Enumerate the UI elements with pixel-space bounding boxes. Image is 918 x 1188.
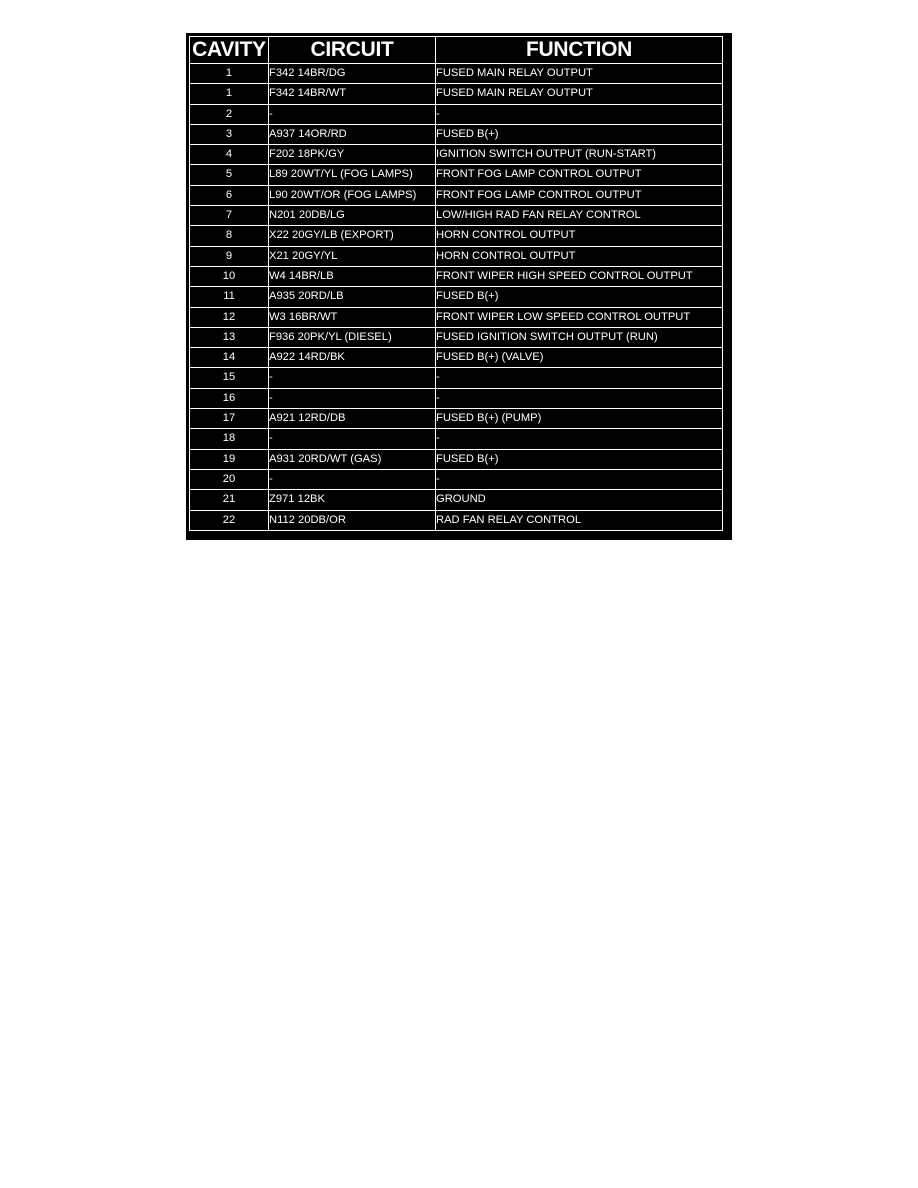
table-row xyxy=(190,84,723,104)
function-cell: IGNITION SWITCH OUTPUT (RUN-START) xyxy=(436,145,723,165)
circuit-cell: A922 14RD/BK xyxy=(269,348,436,368)
circuit-cell: - xyxy=(269,104,436,124)
table-row xyxy=(190,185,723,205)
table-row xyxy=(190,287,723,307)
circuit-cell: F202 18PK/GY xyxy=(269,145,436,165)
table-row xyxy=(190,307,723,327)
circuit-cell: W4 14BR/LB xyxy=(269,266,436,286)
table-row xyxy=(190,510,723,530)
function-cell: - xyxy=(436,368,723,388)
circuit-cell: Z971 12BK xyxy=(269,490,436,510)
table-row xyxy=(190,429,723,449)
table-row xyxy=(190,409,723,429)
circuit-cell: - xyxy=(269,388,436,408)
table-row xyxy=(190,469,723,489)
circuit-cell: X21 20GY/YL xyxy=(269,246,436,266)
cavity-cell: 16 xyxy=(190,388,269,408)
function-cell: FRONT WIPER HIGH SPEED CONTROL OUTPUT xyxy=(436,266,723,286)
circuit-cell: L89 20WT/YL (FOG LAMPS) xyxy=(269,165,436,185)
cavity-cell: 10 xyxy=(190,266,269,286)
circuit-cell: - xyxy=(269,469,436,489)
cavity-cell: 3 xyxy=(190,124,269,144)
function-cell: - xyxy=(436,388,723,408)
table-row xyxy=(190,266,723,286)
circuit-cell: W3 16BR/WT xyxy=(269,307,436,327)
table-body xyxy=(190,64,723,531)
connector-pinout-panel xyxy=(186,33,732,540)
circuit-cell: N201 20DB/LG xyxy=(269,206,436,226)
circuit-cell: A937 14OR/RD xyxy=(269,124,436,144)
circuit-cell: F936 20PK/YL (DIESEL) xyxy=(269,327,436,347)
table-row xyxy=(190,490,723,510)
table-row xyxy=(190,449,723,469)
circuit-cell: - xyxy=(269,368,436,388)
cavity-cell: 21 xyxy=(190,490,269,510)
cavity-cell: 17 xyxy=(190,409,269,429)
cavity-cell: 5 xyxy=(190,165,269,185)
function-cell: FRONT FOG LAMP CONTROL OUTPUT xyxy=(436,185,723,205)
table-row xyxy=(190,226,723,246)
cavity-cell: 1 xyxy=(190,64,269,84)
cavity-cell: 20 xyxy=(190,469,269,489)
table-row xyxy=(190,368,723,388)
function-cell: FUSED B(+) xyxy=(436,124,723,144)
function-cell: FRONT WIPER LOW SPEED CONTROL OUTPUT xyxy=(436,307,723,327)
table-row xyxy=(190,64,723,84)
header-row xyxy=(190,37,723,64)
table-header xyxy=(190,37,723,64)
function-cell: FUSED B(+) (VALVE) xyxy=(436,348,723,368)
table-row xyxy=(190,104,723,124)
cavity-cell: 18 xyxy=(190,429,269,449)
cavity-cell: 11 xyxy=(190,287,269,307)
cavity-column-header: CAVITY xyxy=(190,37,269,64)
cavity-cell: 14 xyxy=(190,348,269,368)
function-cell: FUSED B(+) xyxy=(436,449,723,469)
circuit-cell: F342 14BR/DG xyxy=(269,64,436,84)
cavity-cell: 13 xyxy=(190,327,269,347)
circuit-column-header: CIRCUIT xyxy=(269,37,436,64)
function-cell: FUSED MAIN RELAY OUTPUT xyxy=(436,64,723,84)
function-cell: - xyxy=(436,429,723,449)
cavity-cell: 9 xyxy=(190,246,269,266)
circuit-cell: - xyxy=(269,429,436,449)
table-row xyxy=(190,165,723,185)
cavity-cell: 1 xyxy=(190,84,269,104)
function-cell: FUSED B(+) (PUMP) xyxy=(436,409,723,429)
cavity-cell: 6 xyxy=(190,185,269,205)
function-cell: RAD FAN RELAY CONTROL xyxy=(436,510,723,530)
function-cell: FUSED IGNITION SWITCH OUTPUT (RUN) xyxy=(436,327,723,347)
circuit-cell: N112 20DB/OR xyxy=(269,510,436,530)
table-row xyxy=(190,246,723,266)
function-cell: GROUND xyxy=(436,490,723,510)
cavity-cell: 15 xyxy=(190,368,269,388)
function-column-header: FUNCTION xyxy=(436,37,723,64)
circuit-cell: A931 20RD/WT (GAS) xyxy=(269,449,436,469)
cavity-cell: 19 xyxy=(190,449,269,469)
function-cell: LOW/HIGH RAD FAN RELAY CONTROL xyxy=(436,206,723,226)
function-cell: - xyxy=(436,104,723,124)
circuit-cell: F342 14BR/WT xyxy=(269,84,436,104)
function-cell: HORN CONTROL OUTPUT xyxy=(436,226,723,246)
table-row xyxy=(190,327,723,347)
connector-pinout-table xyxy=(189,36,723,531)
cavity-cell: 8 xyxy=(190,226,269,246)
function-cell: FUSED B(+) xyxy=(436,287,723,307)
table-row xyxy=(190,348,723,368)
cavity-cell: 22 xyxy=(190,510,269,530)
table-row xyxy=(190,145,723,165)
circuit-cell: A935 20RD/LB xyxy=(269,287,436,307)
circuit-cell: A921 12RD/DB xyxy=(269,409,436,429)
table-row xyxy=(190,206,723,226)
cavity-cell: 4 xyxy=(190,145,269,165)
table-row xyxy=(190,388,723,408)
circuit-cell: X22 20GY/LB (EXPORT) xyxy=(269,226,436,246)
function-cell: FUSED MAIN RELAY OUTPUT xyxy=(436,84,723,104)
cavity-cell: 2 xyxy=(190,104,269,124)
function-cell: HORN CONTROL OUTPUT xyxy=(436,246,723,266)
cavity-cell: 7 xyxy=(190,206,269,226)
circuit-cell: L90 20WT/OR (FOG LAMPS) xyxy=(269,185,436,205)
table-row xyxy=(190,124,723,144)
function-cell: - xyxy=(436,469,723,489)
function-cell: FRONT FOG LAMP CONTROL OUTPUT xyxy=(436,165,723,185)
cavity-cell: 12 xyxy=(190,307,269,327)
